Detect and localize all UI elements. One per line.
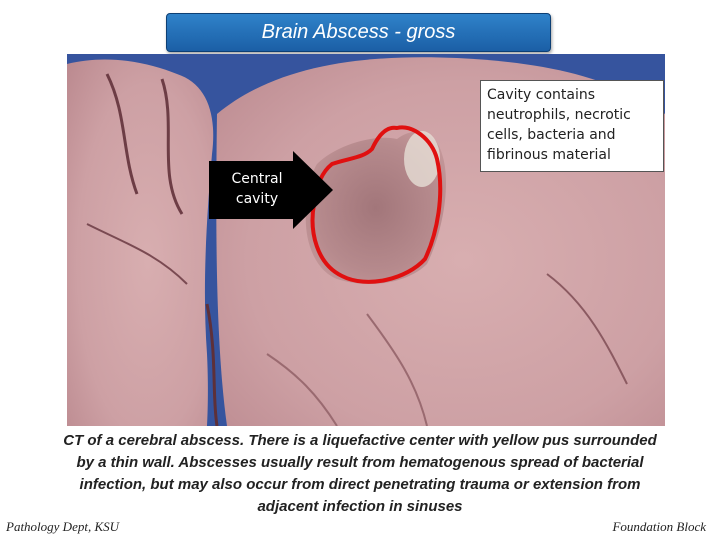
arrow-label: Central cavity xyxy=(231,171,283,207)
slide-caption: CT of a cerebral abscess. There is a liquefactive center with yellow pus surrounded by a thin wall. Abscesses usually result from hematogenous spread of bacterial infection, but may also occur from direct penetrating trauma or extension from adjacent infection in sinuses xyxy=(63,432,657,515)
brain-specimen-photo xyxy=(67,54,665,426)
footer-block: Foundation Block xyxy=(612,519,706,534)
footer-department: Pathology Dept, KSU xyxy=(6,519,120,534)
slide-title: Brain Abscess - gross xyxy=(166,13,551,52)
callout-cavity-contents: Cavity contains neutrophils, necrotic cells, bacteria and fibrinous material xyxy=(480,80,664,172)
